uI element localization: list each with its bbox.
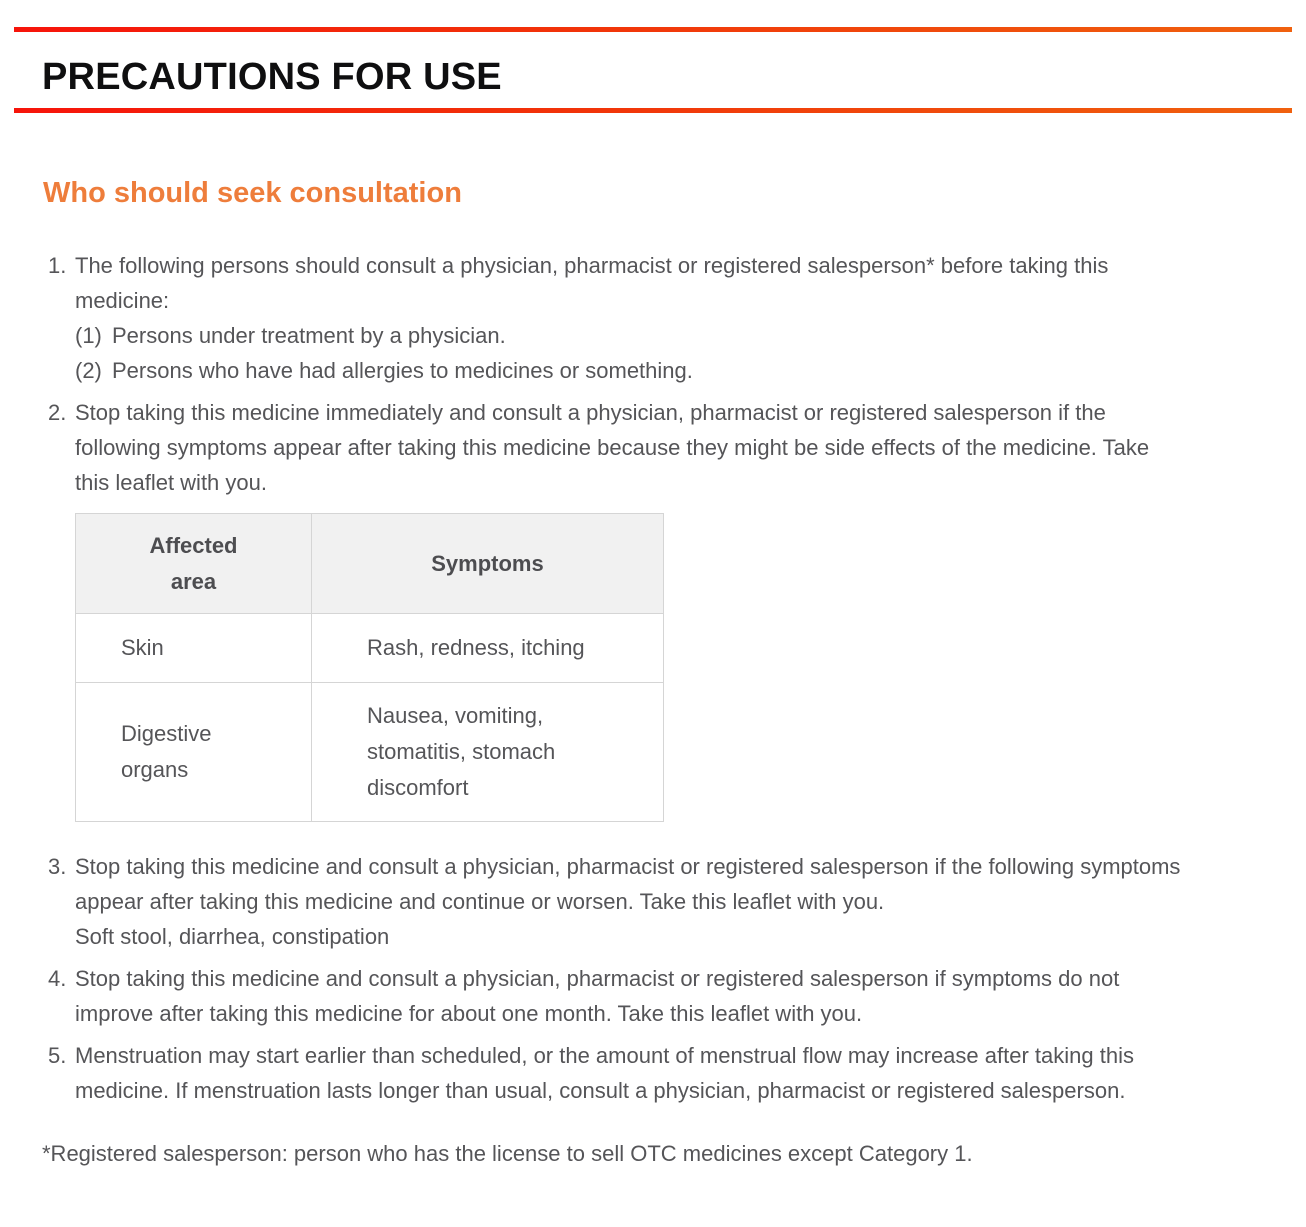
- list-item-text: Menstruation may start earlier than scheduled, or the amount of menstrual flow may increase after taking this medicine. If menstruation lasts longer than usual, consult a physician, pharmacist or registered salesperson.: [75, 1043, 1134, 1103]
- sub-item-1: [75, 318, 1186, 353]
- list-item-number: 2.: [48, 400, 67, 425]
- list-item-5: [42, 1038, 1264, 1108]
- list-item-4: [42, 961, 1264, 1031]
- table-header-symptoms: Symptoms: [312, 514, 664, 614]
- list-item-2: [42, 395, 1264, 842]
- sub-item-2: [75, 353, 1186, 388]
- sub-item-text: Persons under treatment by a physician.: [112, 323, 506, 348]
- table-header-row: [76, 514, 664, 614]
- table-cell-symptoms: Nausea, vomiting, stomatitis, stomach discomfort: [312, 683, 664, 822]
- leaflet-page: [14, 27, 1292, 1171]
- table-cell-symptoms: Rash, redness, itching: [312, 614, 664, 683]
- sub-item-number: (1): [75, 323, 102, 348]
- table-row: [76, 614, 664, 683]
- list-item-3: [42, 849, 1264, 954]
- list-item-number: 5.: [48, 1043, 67, 1068]
- table-cell-area: Skin: [76, 614, 312, 683]
- list-item-text: Stop taking this medicine and consult a physician, pharmacist or registered salesperson if the following symptoms appear after taking this medicine and continue or worsen. Take this leaflet with you.: [75, 854, 1181, 914]
- list-item-number: 4.: [48, 966, 67, 991]
- content-area: [14, 248, 1292, 1171]
- sub-item-text: Persons who have had allergies to medicines or something.: [112, 358, 693, 383]
- title-underline-gradient-rule: [14, 108, 1292, 113]
- sub-item-number: (2): [75, 358, 102, 383]
- list-item-text: The following persons should consult a physician, pharmacist or registered salesperson* before taking this medicine:: [75, 253, 1109, 313]
- page-title: PRECAUTIONS FOR USE: [42, 56, 502, 98]
- list-item-text: Stop taking this medicine and consult a physician, pharmacist or registered salesperson if symptoms do not improve after taking this medicine for about one month. Take this leaflet with you.: [75, 966, 1120, 1026]
- side-effects-table: [75, 513, 664, 822]
- table-header-affected-area: Affected area: [76, 514, 312, 614]
- table-cell-area: Digestive organs: [76, 683, 312, 822]
- list-item-text: Stop taking this medicine immediately and consult a physician, pharmacist or registered salesperson if the following symptoms appear after taking this medicine because they might be side effects of the medicine. Take this leaflet with you.: [75, 400, 1150, 495]
- section-heading: Who should seek consultation: [43, 177, 462, 209]
- list-item-number: 1.: [48, 253, 67, 278]
- top-gradient-rule: [14, 27, 1292, 32]
- list-item-number: 3.: [48, 854, 67, 879]
- list-item-extra-text: Soft stool, diarrhea, constipation: [75, 924, 390, 949]
- table-row: [76, 683, 664, 822]
- consultation-list: [42, 248, 1264, 1108]
- list-item-1: [42, 248, 1264, 388]
- registered-salesperson-footnote: *Registered salesperson: person who has the license to sell OTC medicines except Category 1.: [42, 1141, 973, 1166]
